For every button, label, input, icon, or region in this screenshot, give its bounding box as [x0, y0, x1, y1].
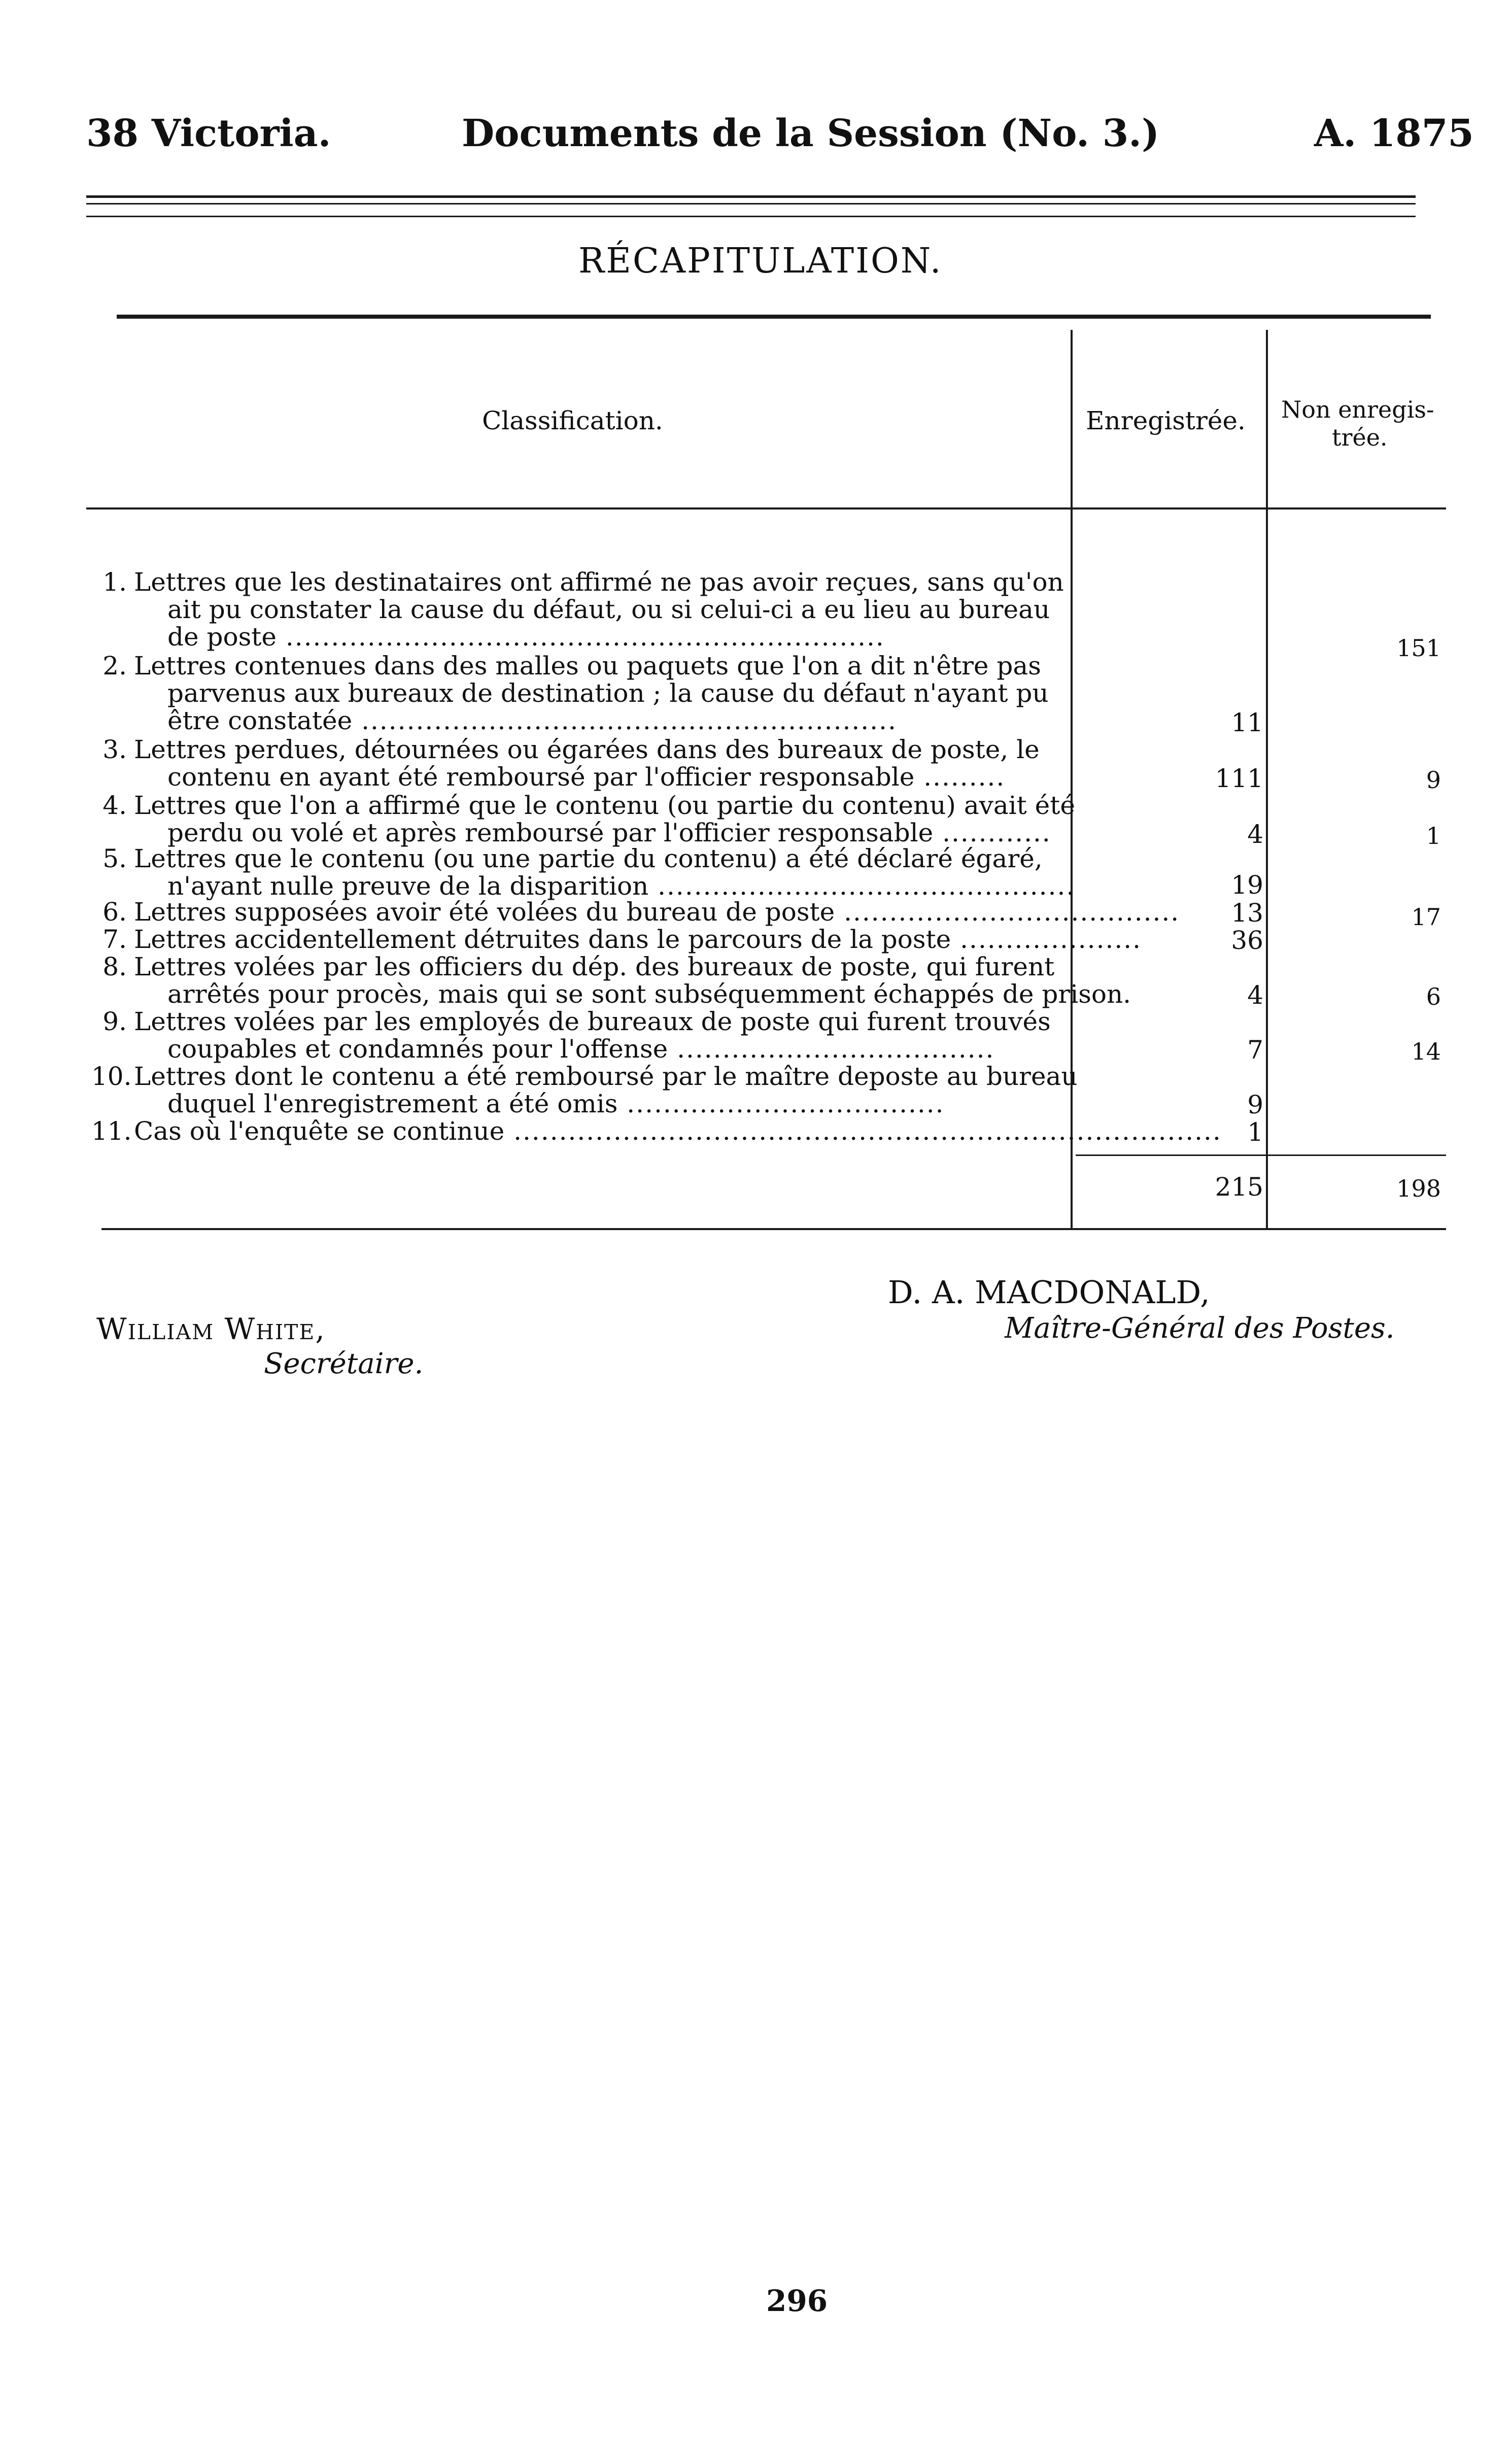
row-registered-value: 11	[1231, 708, 1263, 737]
header-rule-3	[86, 216, 1416, 217]
total-unregistered: 198	[1396, 1175, 1441, 1202]
row-number: 2.	[102, 651, 127, 681]
table-row	[91, 952, 1131, 1009]
row-registered-value: 7	[1247, 1035, 1263, 1065]
row-registered-value: 4	[1247, 980, 1263, 1010]
row-number: 4.	[102, 791, 127, 820]
signatory-title: Maître-Général des Postes.	[1005, 1312, 1395, 1345]
col-header-classification: Classification.	[482, 406, 663, 435]
table-row	[91, 736, 1078, 791]
row-registered-value: 111	[1215, 764, 1263, 793]
row-unregistered-value: 6	[1426, 983, 1441, 1010]
signatory-name: D. A. MACDONALD,	[888, 1274, 1210, 1311]
col-header-registered: Enregistrée.	[1086, 406, 1246, 435]
table-row	[91, 792, 1078, 846]
row-text: Lettres volées par les employés de bureaux de poste qui furent trouvés	[134, 1007, 1051, 1036]
col-divider-2	[1266, 330, 1268, 1228]
table-row: 11.Cas où l'enquête se continue ..............................................................................	[91, 1116, 1222, 1146]
row-unregistered-value: 151	[1396, 634, 1441, 662]
row-text-cont: de poste ..................................................................	[167, 622, 885, 652]
row-registered-value: 1	[1247, 1117, 1263, 1147]
total-rule	[1076, 1154, 1446, 1156]
row-text-cont: parvenus aux bureaux de destination ; la cause du défaut n'ayant pu	[167, 678, 1049, 708]
row-number: 11.	[91, 1116, 132, 1146]
row-text: Lettres supposées avoir été volées du bureau de poste	[134, 897, 835, 927]
col-header-unregistered-2: trée.	[1332, 424, 1388, 451]
row-number: 10.	[91, 1062, 132, 1091]
row-registered-value: 9	[1247, 1090, 1263, 1119]
row-registered-value: 36	[1231, 926, 1263, 955]
row-text: Lettres volées par les officiers du dép. des bureaux de poste, qui furent	[134, 952, 1055, 981]
row-number: 7.	[102, 925, 127, 954]
table-row	[91, 1008, 1078, 1063]
table-row	[91, 652, 1078, 734]
row-number: 5.	[102, 844, 127, 873]
row-unregistered-value: 9	[1426, 766, 1441, 794]
row-text: Lettres que le contenu (ou une partie du contenu) a été déclaré égaré,	[134, 844, 1043, 873]
table-header-rule	[86, 507, 1446, 509]
row-unregistered-value: 17	[1411, 903, 1441, 931]
row-text: Lettres dont le contenu a été remboursé par le maître deposte au bureau	[134, 1062, 1078, 1091]
row-text-cont: coupables et condamnés pour l'offense ...................................	[167, 1034, 995, 1064]
page-title: RÉCAPITULATION.	[578, 241, 943, 281]
secretary-title: Secrétaire.	[264, 1347, 424, 1380]
total-registered: 215	[1215, 1172, 1263, 1202]
row-registered-value: 19	[1231, 870, 1263, 900]
row-text: Lettres perdues, détournées ou égarées dans des bureaux de poste, le	[134, 735, 1040, 764]
page-number: 296	[766, 2284, 828, 2318]
header-right: A. 1875	[1314, 112, 1474, 155]
row-text-cont: être constatée ...........................................................	[167, 706, 897, 735]
table-row: 6. Lettres supposées avoir été volées du bureau de poste .....................................	[91, 898, 1078, 926]
row-text-cont: arrêtés pour procès, mais qui se sont subséquemment échappés de prison.	[167, 979, 1131, 1009]
row-unregistered-value: 1	[1426, 822, 1441, 849]
row-number: 6.	[102, 897, 127, 927]
secretary-name: William White,	[96, 1312, 326, 1346]
row-text: Cas où l'enquête se continue	[134, 1116, 505, 1146]
header-left: 38 Victoria.	[86, 112, 331, 155]
row-number: 9.	[102, 1007, 127, 1036]
row-text: Lettres que l'on a affirmé que le contenu (ou partie du contenu) avait été	[134, 791, 1075, 820]
col-header-unregistered-1: Non enregis-	[1281, 396, 1434, 423]
table-bottom-rule	[101, 1228, 1446, 1230]
row-number: 1.	[102, 567, 127, 597]
row-unregistered-value: 14	[1411, 1038, 1441, 1065]
row-text: Lettres contenues dans des malles ou paquets que l'on a dit n'être pas	[134, 651, 1041, 681]
table-row: 7. Lettres accidentellement détruites dans le parcours de la poste ....................	[91, 926, 1078, 953]
row-text: Lettres accidentellement détruites dans le parcours de la poste	[134, 925, 951, 954]
table-row	[91, 1063, 1078, 1117]
header-rule-2	[86, 203, 1416, 205]
header-center: Documents de la Session (No. 3.)	[462, 112, 1159, 155]
row-text-cont: duquel l'enregistrement a été omis ...................................	[167, 1089, 945, 1118]
row-number: 8.	[102, 952, 127, 981]
title-rule	[117, 315, 1431, 319]
row-text: Lettres que les destinataires ont affirmé ne pas avoir reçues, sans qu'on	[134, 567, 1064, 597]
row-text-cont: contenu en ayant été remboursé par l'officier responsable .........	[167, 762, 1006, 792]
table-row	[91, 845, 1078, 900]
row-number: 3.	[102, 735, 127, 764]
row-text-cont: ait pu constater la cause du défaut, ou si celui-ci a eu lieu au bureau	[167, 595, 1050, 624]
table-row	[91, 568, 1078, 651]
row-text-cont: n'ayant nulle preuve de la disparition ..............................................	[167, 871, 1076, 901]
row-registered-value: 13	[1231, 898, 1263, 928]
header-rule-1	[86, 195, 1416, 198]
row-text-cont: perdu ou volé et après remboursé par l'officier responsable ............	[167, 818, 1051, 847]
row-registered-value: 4	[1247, 820, 1263, 849]
